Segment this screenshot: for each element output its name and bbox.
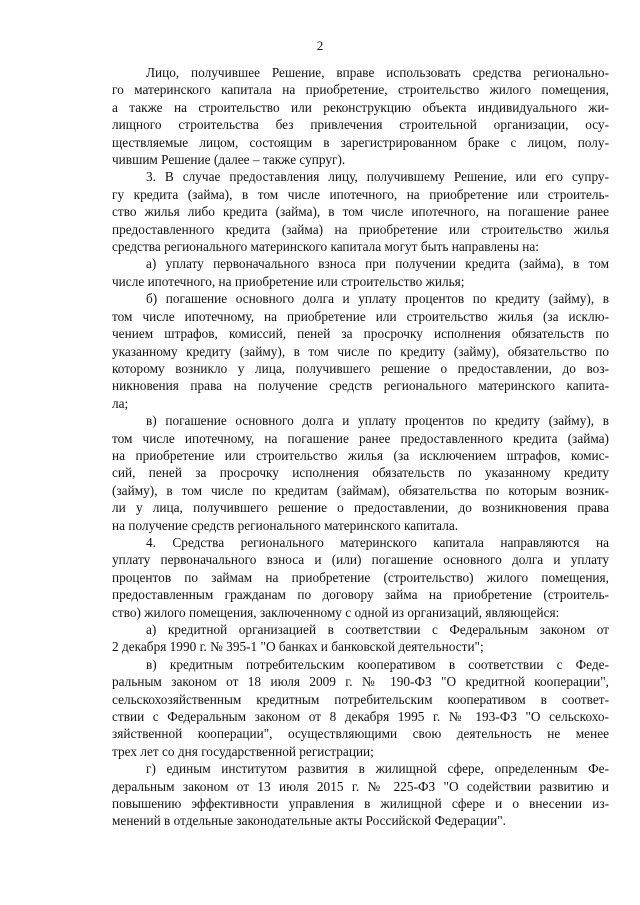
text-line: средства регионального материнского капитала могут быть направлены на: [112,239,539,255]
text-line: том числе ипотечному, на погашение ранее предоставленного кредита (займа) [112,430,609,446]
page-number: 2 [316,38,324,53]
text-line: которому возникло у лица, получившего решение о предоставлении, до воз- [112,360,609,376]
paragraph-clause-3v [112,412,609,534]
text-line: ла; [112,395,129,411]
text-line: сий, пеней за просрочку исполнения обязательств по указанному кредиту [112,465,609,481]
text-line: трех лет со дня государственной регистрации; [112,743,374,759]
text-line: а) уплату первоначального взноса при получении кредита (займа), в том [146,256,609,272]
text-line: ство) жилого помещения, заключенному с одной из организаций, являющейся: [112,604,560,620]
text-line: предоставленным гражданам по договору займа на приобретение (строитель- [112,587,609,603]
text-line: уплату первоначального взноса и (или) погашение основного долга и уплату [112,552,609,568]
paragraph-clause-4g [112,760,609,830]
paragraph-clause-4a [112,621,609,656]
text-line: никновения права на получение средств регионального материнского капита- [112,378,609,394]
text-line: процентов по займам на приобретение (строительство) жилого помещения, [112,569,609,585]
text-line: ществляемые лицом, состоящим в зарегистрированном браке с лицом, полу- [112,134,609,150]
text-line: деральным законом от 13 июля 2015 г. № 225-ФЗ "О содействии развитию и [112,778,609,794]
paragraph-regional-capital-usage [112,64,609,168]
text-line: гу кредита (займа), в том числе ипотечного, на приобретение или строитель- [112,186,609,202]
text-line: в) погашение основного долга и уплату процентов по кредиту (займу), в [146,413,609,429]
text-line: го материнского капитала на приобретение, строительство жилого помещения, [112,82,609,98]
paragraph-clause-4v [112,656,609,760]
document-body [112,64,609,830]
text-line: указанному кредиту (займу), в том числе по кредиту (займу), обязательство по [112,343,609,359]
text-line: ральным законом от 18 июля 2009 г. № 190-ФЗ "О кредитной кооперации", [112,674,609,690]
paragraph-clause-3b [112,290,609,412]
text-line: 4. Средства регионального материнского капитала направляются на [146,534,609,550]
text-line: Лицо, получившее Решение, вправе использовать средства регионально- [146,65,609,80]
text-line: сельскохозяйственным кредитным потребительским кооперативом в соответ- [112,691,609,707]
text-line: зяйственной кооперации", осуществляющими свою деятельность не менее [112,726,609,742]
text-line: ство жилья либо кредита (займа), в том числе ипотечного, на погашение ранее [112,204,609,220]
text-line: в) кредитным потребительским кооперативом в соответствии с Феде- [146,656,609,672]
paragraph-clause-4 [112,534,609,621]
text-line: ствии с Федеральным законом от 8 декабря 1995 г. № 193-ФЗ "О сельскохо- [112,709,609,725]
text-line: 3. В случае предоставления лицу, получившему Решение, или его супру- [146,169,609,185]
text-line: ли у лица, получившего решение о предоставлении, до возникновения права [112,500,609,516]
text-line: числе ипотечного, на приобретение или строительство жилья; [112,273,465,289]
text-line: том числе ипотечному, на приобретение или строительство жилья (за исклю- [112,308,609,324]
text-line: чением штрафов, комиссий, пеней за просрочку исполнения обязательств по [112,326,609,342]
paragraph-clause-3 [112,168,609,255]
text-line: (займу), в том числе по кредитам (займам), обязательства по которым возник- [112,482,609,498]
text-line: на приобретение или строительство жилья (за исключением штрафов, комис- [112,447,609,463]
text-line: лищного строительства без привлечения строительной организации, осу- [112,117,609,133]
text-line: менений в отдельные законодательные акты Российской Федерации". [112,813,506,829]
paragraph-clause-3a [112,255,609,290]
text-line: г) единым институтом развития в жилищной сфере, определенным Фе- [146,761,609,777]
text-line: предоставленного кредита (займа) на приобретение или строительство жилья [112,221,609,237]
text-line: а) кредитной организацией в соответствии с Федеральным законом от [146,622,609,637]
text-line: на получение средств регионального материнского капитала. [112,517,459,533]
text-line: б) погашение основного долга и уплату процентов по кредиту (займу), в [146,291,609,307]
text-line: повышению эффективности управления в жилищной сфере и о внесении из- [112,796,609,812]
text-line: чившим Решение (далее – также супруг). [112,152,346,168]
text-line: а также на строительство или реконструкцию объекта индивидуального жи- [112,99,609,115]
text-line: 2 декабря 1990 г. № 395-1 "О банках и банковской деятельности"; [112,639,484,655]
